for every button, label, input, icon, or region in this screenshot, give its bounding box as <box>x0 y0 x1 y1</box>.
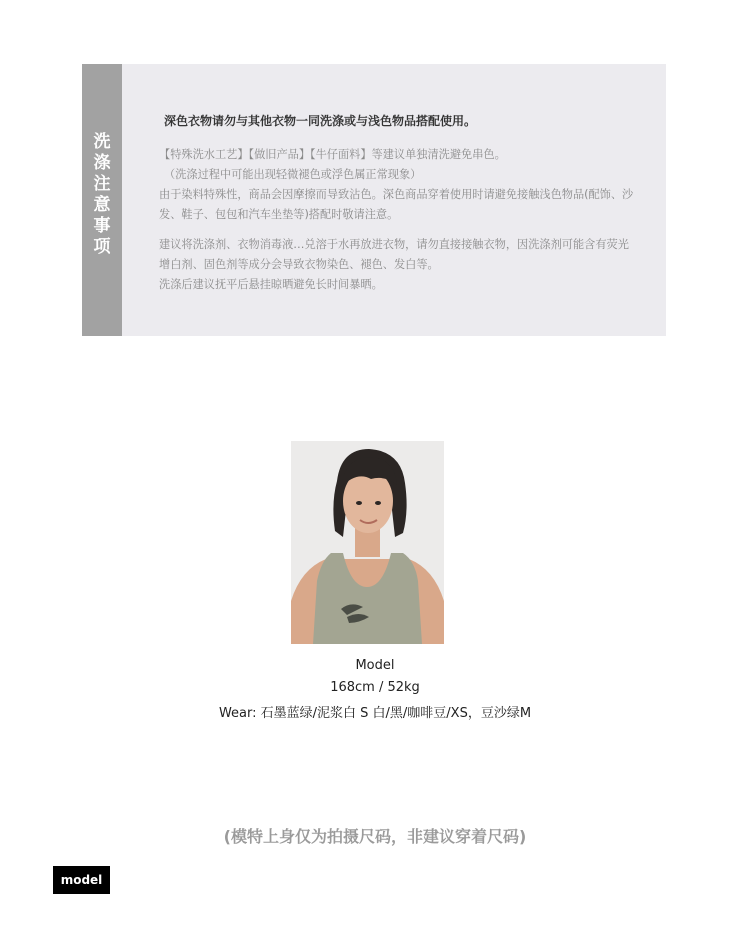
care-heading: 深色衣物请勿与其他衣物一同洗涤或与浅色物品搭配使用。 <box>164 114 477 128</box>
care-line-3: 由于染料特殊性，商品会因摩擦而导致沾色。深色商品穿着使用时请避免接触浅色物品(配饰、沙发、鞋子、包包和汽车坐垫等)搭配时敬请注意。 <box>159 188 634 221</box>
care-line-5: 洗涤后建议抚平后悬挂晾晒避免长时间暴晒。 <box>159 278 383 291</box>
care-instructions-panel <box>82 64 666 336</box>
care-line-2: （洗涤过程中可能出现轻微褪色或浮色属正常现象） <box>164 168 422 181</box>
care-side-title: 洗 涤 注 意 事 项 <box>93 132 111 257</box>
model-tag: model <box>53 866 110 894</box>
model-wear: Wear: 石墨蓝绿/泥浆白 S 白/黑/咖啡豆/XS，豆沙绿M <box>218 706 532 721</box>
care-line-1: 【特殊洗水工艺】【做旧产品】【牛仔面料】等建议单独清洗避免串色。 <box>159 148 506 161</box>
care-content <box>159 112 639 295</box>
model-measurements: 168cm / 52kg <box>330 680 420 695</box>
care-side-bar <box>82 64 122 336</box>
care-line-4: 建议将洗涤剂、衣物消毒液…兑溶于水再放进衣物，请勿直接接触衣物，因洗涤剂可能含有荧光增白剂、固色剂等成分会导致衣物染色、褪色、发白等。 <box>159 238 629 271</box>
model-name: Model <box>355 658 395 673</box>
model-photo <box>291 441 444 644</box>
size-note: (模特上身仅为拍摄尺码，非建议穿着尺码) <box>223 827 527 846</box>
